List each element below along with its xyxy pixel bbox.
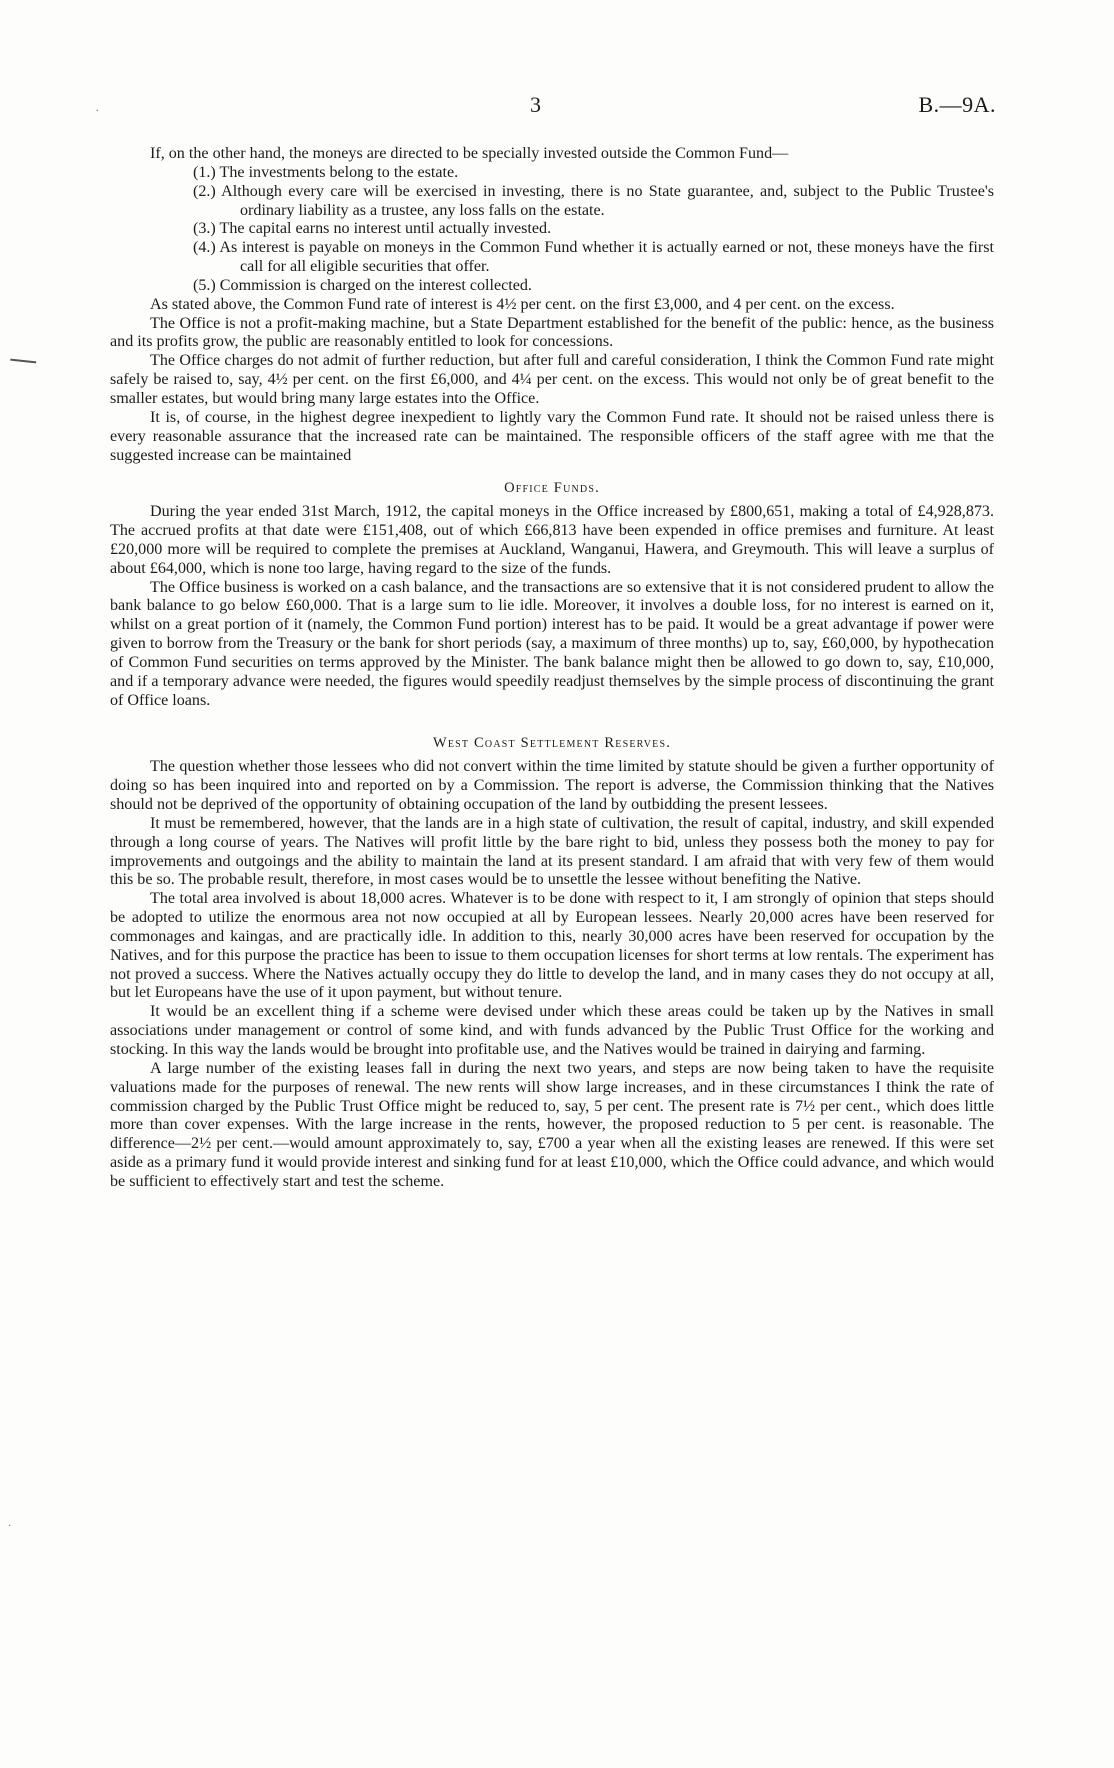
paragraph: The Office business is worked on a cash balance, and the transactions are so extensive that it is not considered prudent to allow the bank balance to go below £60,000. That is a large sum to lie idle. Moreover, it involves a double loss, for no interest is earned on it, whilst on a great portion of it (namely, the Common Fund portion) interest has to be paid. It would be a great advantage if power were given to borrow from the Treasury or the bank for short periods (say, a maximum of three months) up to, say, £60,000, by hypothecation of Common Fund securities on terms approved by the Minister. The bank balance might then be allowed to go down to, say, £10,000, and if a temporary advance were needed, the figures would speedily readjust themselves by the simple process of discontinuing the grant of Office loans. xyxy=(110,578,994,709)
list-item: (2.) Although every care will be exercised in investing, there is no State guarantee, and, subject to the Public Trustee's ordinary liability as a trustee, any loss falls on the estate. xyxy=(193,182,994,219)
paragraph: During the year ended 31st March, 1912, the capital moneys in the Office increased by £800,651, making a total of £4,928,873. The accrued profits at that date were £151,408, out of which £66,813 have been expended in office premises and furniture. At least £20,000 more will be required to complete the premises at Auckland, Wanganui, Hawera, and Greymouth. This will leave a surplus of about £64,000, which is none too large, having regard to the size of the funds. xyxy=(110,503,994,577)
paragraph: It would be an excellent thing if a scheme were devised under which these areas could be taken up by the Natives in small associations under management or control of some kind, and with funds advanced by the Public Trust Office for the working and stocking. In this way the lands would be brought into profitable use, and the Natives would be trained in dairying and farming. xyxy=(110,1003,994,1058)
paragraph: The question whether those lessees who did not convert within the time limited by statute should be given a further opportunity of doing so has been inquired into and reported on by a Commission. The report is adverse, the Commission thinking that the Natives should not be deprived of the opportunity of obtaining occupation of the land by outbidding the present lessees. xyxy=(110,758,994,813)
section-heading-office-funds: Office Funds. xyxy=(504,480,600,497)
stray-mark: . xyxy=(96,103,99,114)
paragraph: It is, of course, in the highest degree inexpedient to lightly vary the Common Fund rate. It should not be raised unless there is every reasonable assurance that the increased rate can be maintained. The responsible officers of the staff agree with me that the suggested increase can be maintained xyxy=(110,408,994,464)
conditions-list xyxy=(110,164,994,296)
paragraph: The Office is not a profit-making machine, but a State Department established for the benefit of the public: hence, as the business and its profits grow, the public are reasonably entitled to look for concessions. xyxy=(110,314,994,351)
paragraph: The Office charges do not admit of further reduction, but after full and careful consideration, I think the Common Fund rate might safely be raised to, say, 4½ per cent. on the first £6,000, and 4¼ per cent. on the excess. This would not only be of great benefit to the smaller estates, but would bring many large estates into the Office. xyxy=(110,352,994,407)
margin-mark xyxy=(10,359,37,369)
page-header xyxy=(0,92,1114,122)
list-item: (1.) The investments belong to the estate. xyxy=(193,163,459,181)
page-number: 3 xyxy=(530,92,541,117)
document-reference: B.—9A. xyxy=(918,92,996,117)
margin-speck: · xyxy=(8,1521,12,1532)
intro-paragraph: If, on the other hand, the moneys are directed to be specially invested outside the Common Fund— xyxy=(150,145,789,162)
list-item: (4.) As interest is payable on moneys in the Common Fund whether it is actually earned or not, these moneys have the first call for all eligible securities that offer. xyxy=(193,239,994,276)
document-body xyxy=(110,145,994,1192)
section-heading-west-coast: West Coast Settlement Reserves. xyxy=(432,735,672,752)
list-item: (5.) Commission is charged on the interest collected. xyxy=(193,276,532,294)
paragraph: It must be remembered, however, that the lands are in a high state of cultivation, the result of capital, industry, and skill expended through a long course of years. The Natives will profit little by the bare right to bid, unless they possess both the money to pay for improvements and outgoings and the ability to maintain the land at its present standard. I am afraid that with very few of them would this be so. The probable result, therefore, in most cases would be to unsettle the lessee without benefiting the Native. xyxy=(110,814,994,889)
paragraph: As stated above, the Common Fund rate of interest is 4½ per cent. on the first £3,000, and 4 per cent. on the excess. xyxy=(150,295,895,313)
paragraph: A large number of the existing leases fall in during the next two years, and steps are now being taken to have the requisite valuations made for the purposes of renewal. The new rents will show large increases, and in these circumstances I think the rate of commission charged by the Public Trust Office might be reduced to, say, 5 per cent. The present rate is 7½ per cent., which does little more than cover expenses. With the large increase in the rents, however, the proposed reduction to 5 per cent. is reasonable. The difference—2½ per cent.—would amount approximately to, say, £700 a year when all the existing leases are renewed. If this were set aside as a primary fund it would provide interest and sinking fund for at least £10,000, which the Office could advance, and which would be sufficient to effectively start and test the scheme. xyxy=(110,1059,994,1190)
paragraph: The total area involved is about 18,000 acres. Whatever is to be done with respect to it, I am strongly of opinion that steps should be adopted to utilize the enormous area not now occupied at all by European lessees. Nearly 20,000 acres have been reserved for commonages and kaingas, and are practically idle. In addition to this, nearly 30,000 acres have been reserved for occupation by the Natives, and for this purpose the practice has been to issue to them occupation licenses for short terms at low rentals. The experiment has not proved a success. Where the Natives actually occupy they do little to develop the land, and in many cases they do not occupy at all, but let Europeans have the use of it upon payment, but without tenure. xyxy=(110,890,994,1002)
list-item: (3.) The capital earns no interest until actually invested. xyxy=(193,220,552,238)
